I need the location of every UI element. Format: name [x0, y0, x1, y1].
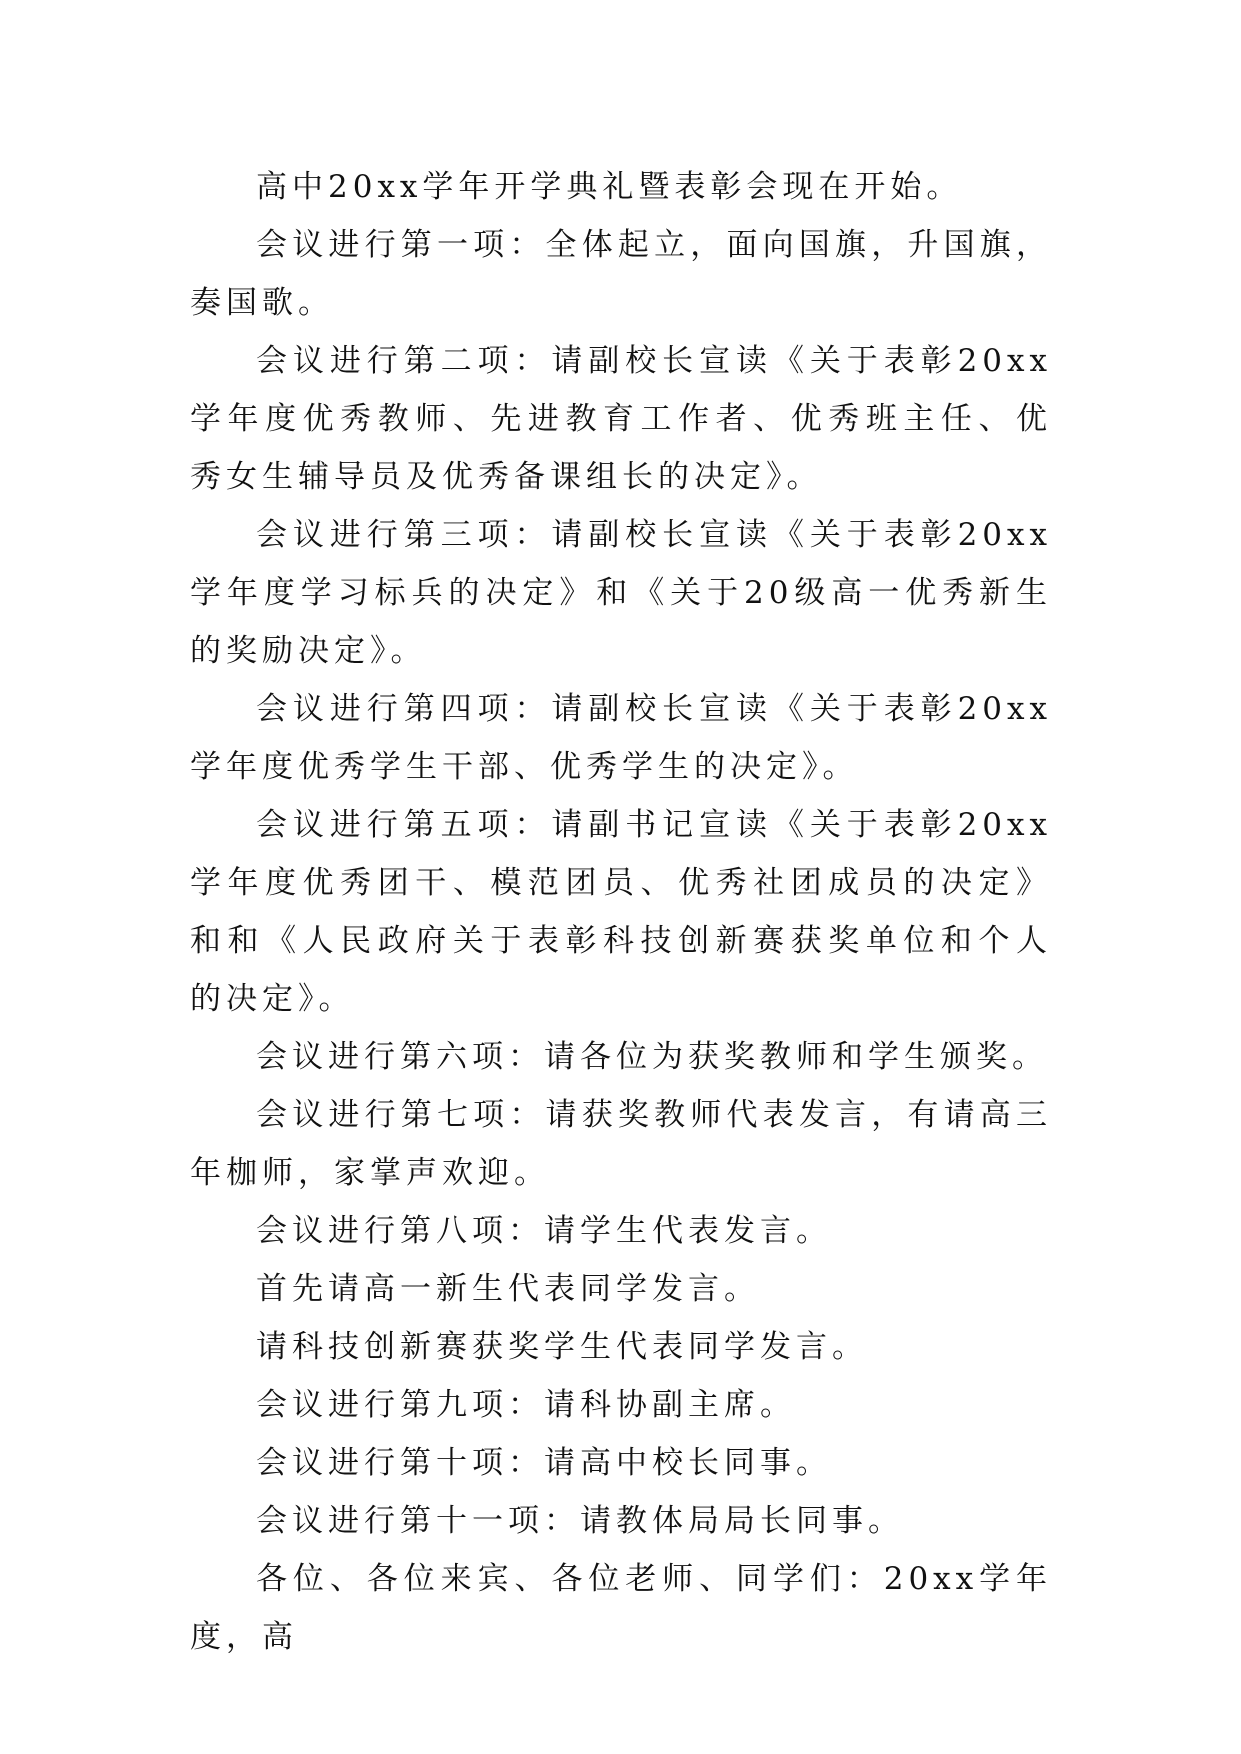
paragraph-item-3: 会议进行第三项：请副校长宣读《关于表彰20xx学年度学习标兵的决定》和《关于20级高一优秀新生的奖励决定》。 — [190, 517, 1052, 669]
paragraph-item-2: 会议进行第二项：请副校长宣读《关于表彰20xx学年度优秀教师、先进教育工作者、优秀班主任、优秀女生辅导员及优秀备课组长的决定》。 — [190, 343, 1052, 495]
paragraph-opening: 高中20xx学年开学典礼暨表彰会现在开始。 — [256, 169, 963, 205]
paragraph-item-11: 会议进行第十一项：请教体局局长同事。 — [256, 1503, 904, 1539]
paragraph-address: 各位、各位来宾、各位老师、同学们：20xx学年度，高 — [190, 1561, 1052, 1655]
paragraph-contest-speech: 请科技创新赛获奖学生代表同学发言。 — [256, 1329, 868, 1365]
paragraph-item-7: 会议进行第七项：请获奖教师代表发言，有请高三年枷师，家掌声欢迎。 — [190, 1097, 1052, 1191]
paragraph-item-5: 会议进行第五项：请副书记宣读《关于表彰20xx学年度优秀团干、模范团员、优秀社团成员的决定》和和《人民政府关于表彰科技创新赛获奖单位和个人的决定》。 — [190, 807, 1052, 1017]
paragraph-item-6: 会议进行第六项：请各位为获奖教师和学生颁奖。 — [256, 1039, 1048, 1075]
paragraph-item-8: 会议进行第八项：请学生代表发言。 — [256, 1213, 832, 1249]
paragraph-item-1: 会议进行第一项：全体起立，面向国旗，升国旗，奏国歌。 — [190, 227, 1052, 321]
paragraph-item-9: 会议进行第九项：请科协副主席。 — [256, 1387, 796, 1423]
paragraph-item-10: 会议进行第十项：请高中校长同事。 — [256, 1445, 832, 1481]
paragraph-item-4: 会议进行第四项：请副校长宣读《关于表彰20xx学年度优秀学生干部、优秀学生的决定》。 — [190, 691, 1052, 785]
document-body — [190, 158, 1052, 1666]
paragraph-freshman-speech: 首先请高一新生代表同学发言。 — [256, 1271, 760, 1307]
